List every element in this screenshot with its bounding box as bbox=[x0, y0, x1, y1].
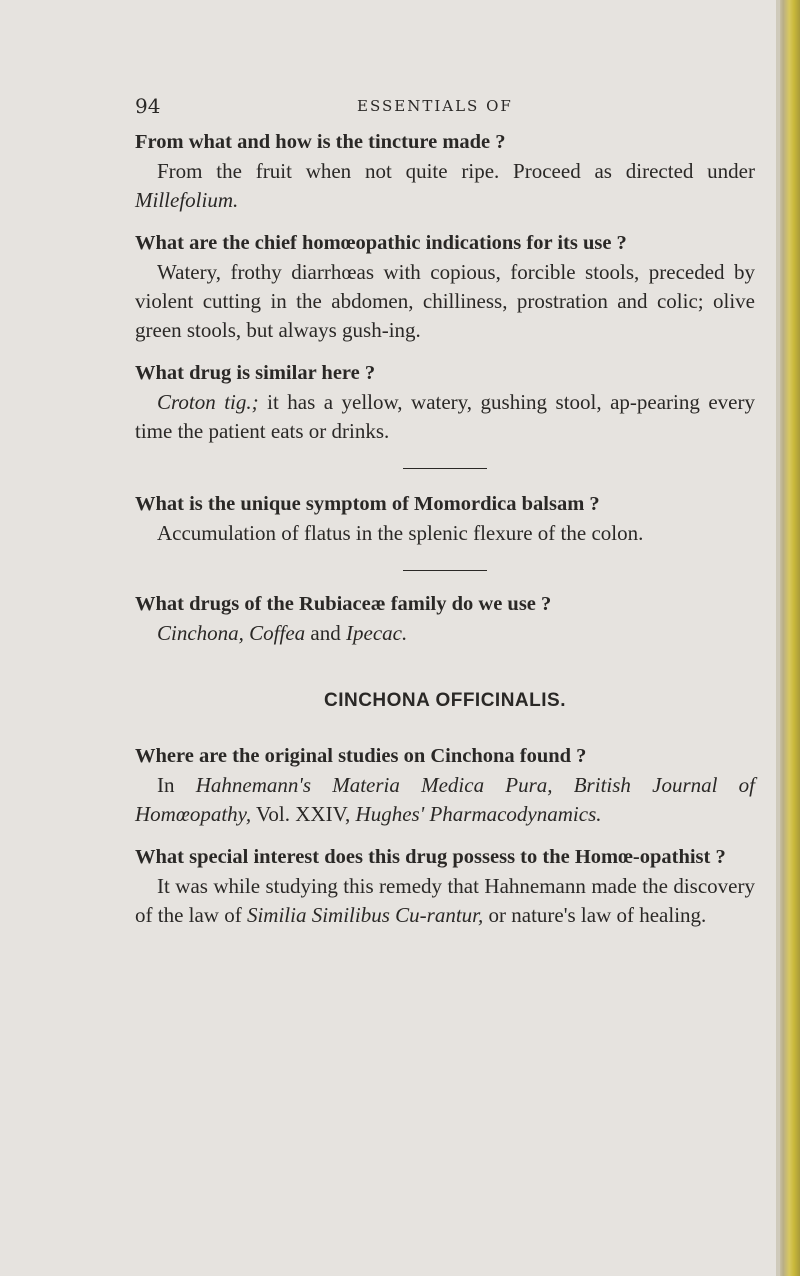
answer-text: It was while studying this remedy that Hahnemann made the discovery of the law of bbox=[135, 874, 755, 927]
question-similar-drug: What drug is similar here ? bbox=[135, 362, 376, 384]
answer-tincture bbox=[135, 157, 755, 215]
answer-text: From the fruit when not quite ripe. Proceed as directed under bbox=[157, 159, 755, 183]
answer-italic: Croton tig.; bbox=[157, 390, 259, 414]
answer-text: and bbox=[305, 621, 346, 645]
answer-italic: Millefolium. bbox=[135, 188, 239, 212]
question-indications: What are the chief homœopathic indications for its use ? bbox=[135, 232, 627, 254]
answer-rubiaceae bbox=[135, 619, 755, 648]
answer-italic: Similia Similibus Cu-rantur, bbox=[246, 903, 484, 927]
page-number: 94 bbox=[135, 94, 161, 118]
page-header bbox=[135, 94, 755, 124]
answer-italic: Hughes' Pharmacodynamics. bbox=[355, 802, 602, 826]
answer-italic: Hahnemann's Materia Medica Pura, British Journal of Homœopathy, bbox=[135, 773, 755, 826]
section-title: CINCHONA OFFICINALIS. bbox=[323, 690, 566, 711]
question-tincture: From what and how is the tincture made ? bbox=[135, 131, 506, 153]
question-rubiaceae: What drugs of the Rubiaceæ family do we use ? bbox=[135, 593, 552, 615]
question-special-interest: What special interest does this drug possess to the Homœ-opathist ? bbox=[135, 846, 726, 868]
answer-text: Vol. XXIV, bbox=[251, 802, 356, 826]
question-momordica: What is the unique symptom of Momordica balsam ? bbox=[135, 493, 600, 515]
answer-italic: Cinchona, bbox=[157, 621, 244, 645]
running-head: ESSENTIALS OF bbox=[357, 97, 513, 115]
page-body bbox=[135, 128, 755, 930]
page-edge bbox=[776, 0, 800, 1276]
answer-text: or nature's law of healing. bbox=[483, 903, 707, 927]
answer-italic: Ipecac. bbox=[346, 621, 408, 645]
answer-italic: Coffea bbox=[249, 621, 306, 645]
answer-text: In bbox=[157, 773, 196, 797]
answer-similar-drug bbox=[135, 388, 755, 446]
answer-original-studies bbox=[135, 771, 755, 829]
answer-text: it has a yellow, watery, gushing stool, ap-pearing every time the patient eats or drinks. bbox=[135, 390, 755, 443]
answer-special-interest bbox=[135, 872, 755, 930]
question-original-studies: Where are the original studies on Cinchona found ? bbox=[135, 745, 587, 767]
answer-momordica: Accumulation of flatus in the splenic flexure of the colon. bbox=[157, 521, 644, 545]
answer-indications: Watery, frothy diarrhœas with copious, forcible stools, preceded by violent cutting in the abdomen, chilliness, prostration and colic; olive green stools, but always gush-ing. bbox=[135, 260, 755, 342]
